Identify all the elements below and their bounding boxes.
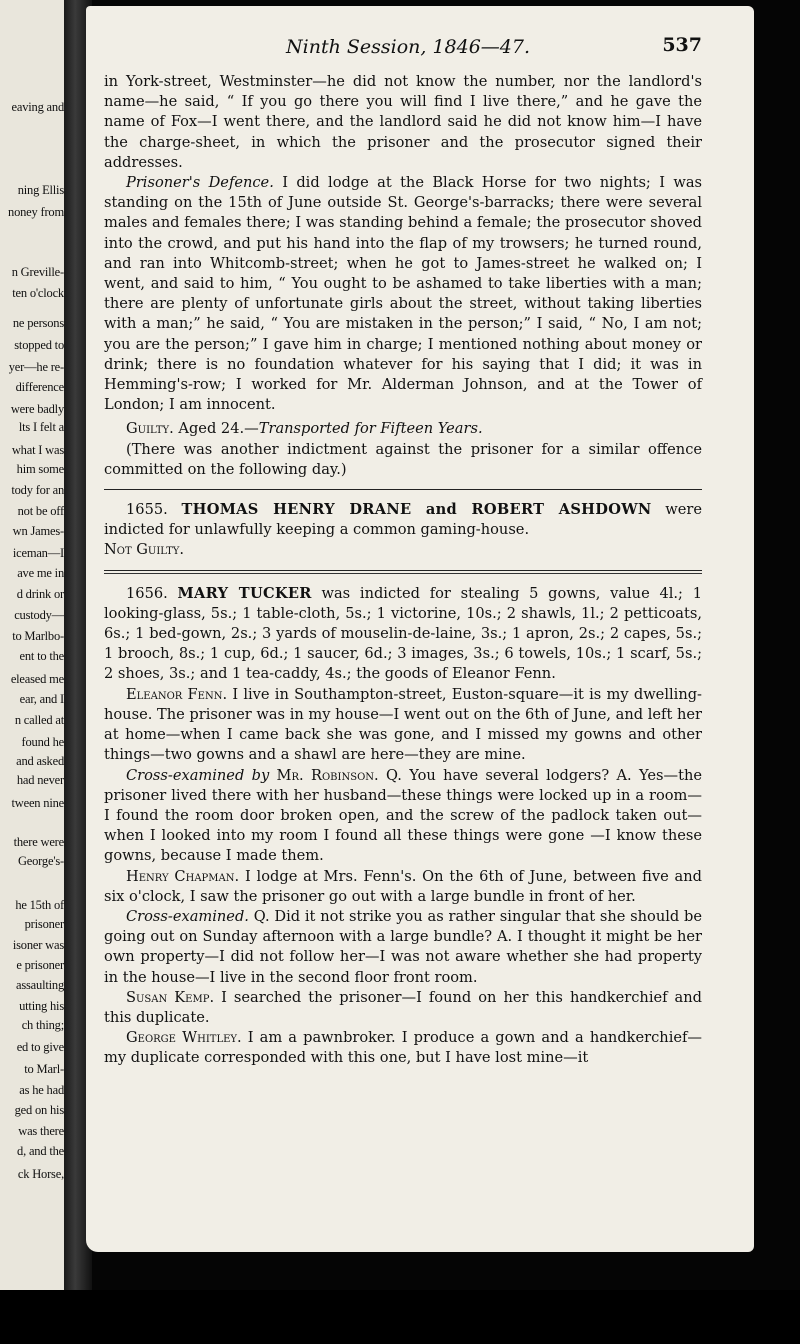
case-number: 1656. bbox=[126, 584, 168, 602]
defendant-name: MARY TUCKER bbox=[177, 584, 312, 602]
left-page-line: ave me in bbox=[17, 566, 64, 580]
left-page-line: there were bbox=[13, 835, 64, 849]
left-page-line: stopped to bbox=[14, 338, 64, 352]
case-verdict: Not Guilty. bbox=[104, 541, 185, 559]
witness-text: I searched the prisoner—I found on her this handkerchief and this duplicate. bbox=[104, 988, 702, 1026]
cross-text: Q. Did it not strike you as rather singular that she should be going out on Sunday afternoon with a large bundle? A. I thought it might be her own property—I did not follow her—I was not aware whether she had property in the house—I live in the second floor front room. bbox=[104, 907, 702, 986]
left-page-line: tween nine bbox=[11, 796, 64, 810]
cross-examination bbox=[104, 766, 702, 867]
left-page-line: iceman—I bbox=[12, 546, 64, 560]
witness-susan-kemp bbox=[104, 988, 702, 1028]
left-page-line: had never bbox=[16, 773, 64, 787]
witness-text: I am a pawnbroker. I produce a gown and a handkerchief—my duplicate corresponded with this one, but I have lost mine—it bbox=[104, 1029, 702, 1067]
left-page-line: utting his bbox=[19, 999, 64, 1013]
scan-background bbox=[0, 1290, 800, 1344]
left-page-line: to Marlbo- bbox=[12, 629, 64, 643]
cross-label: Cross-examined. bbox=[126, 907, 249, 925]
left-page-line: prisoner bbox=[24, 917, 64, 931]
section-divider bbox=[104, 489, 702, 490]
case-number: 1655. bbox=[126, 501, 168, 519]
verdict-label: Guilty. bbox=[126, 420, 174, 438]
left-page-line: n Greville- bbox=[11, 265, 64, 279]
witness-name: Eleanor Fenn. bbox=[126, 685, 228, 703]
case-text: were indicted for unlawfully keeping a common gaming-house. bbox=[104, 501, 702, 539]
section-divider bbox=[104, 573, 702, 574]
left-facing-page bbox=[0, 0, 72, 1290]
page-number: 537 bbox=[662, 34, 702, 56]
left-page-line: he 15th of bbox=[15, 898, 64, 912]
case-1656 bbox=[104, 584, 702, 685]
section-divider bbox=[104, 570, 702, 571]
left-page-line: to Marl- bbox=[24, 1062, 64, 1076]
cross-text: Q. You have several lodgers? A. Yes—the prisoner lived there with her husband—these things were locked up in a room—I found the room door broken open, and the screw of the padlock taken out—when I looked into my room I found all these things were gone —I know these gowns, because I made them. bbox=[104, 766, 702, 865]
left-page-line: yer—he re- bbox=[8, 360, 64, 374]
left-page-line: George's- bbox=[17, 854, 64, 868]
left-page-line: ne persons bbox=[12, 316, 64, 330]
indictment-note: (There was another indictment against the prisoner for a similar offence committed on the following day.) bbox=[104, 440, 702, 478]
witness-name: Henry Chapman. bbox=[126, 867, 240, 885]
sentence: Transported for Fifteen Years. bbox=[258, 420, 483, 438]
left-page-line: and asked bbox=[16, 754, 64, 768]
prisoner-defence bbox=[104, 173, 702, 415]
left-page-line: wn James- bbox=[12, 524, 64, 538]
left-page-line: d, and the bbox=[17, 1144, 64, 1158]
left-page-line: ten o'clock bbox=[12, 286, 64, 300]
counsel-name: Mr. Robinson. bbox=[269, 766, 379, 784]
left-page-line: him some bbox=[16, 462, 64, 476]
left-page-line: eaving and bbox=[11, 100, 64, 114]
running-title: Ninth Session, 1846—47. bbox=[286, 36, 531, 58]
witness-text: I live in Southampton-street, Euston-square—it is my dwelling-house. The prisoner was in my house—I went out on the 6th of June, and left her at home—when I came back she was gone, and I missed my gowns and other things—two gowns and a shawl are here—they are mine. bbox=[104, 685, 702, 764]
indictment-text: was indicted for stealing 5 gowns, value 4l.; 1 looking-glass, 5s.; 1 table-cloth, 5s.; 1 victorine, 10s.; 2 shawls, 1l.; 2 petticoats, 6s.; 1 bed-gown, 2s.; 3 yards of mouselin-de-laine, 3s.; 1 apron, 2s.; 2 capes, 5s.; 1 brooch, 8s.; 1 cup, 6d.; 1 saucer, 6d.; 3 images, 3s.; 6 towels, 10s.; 1 scarf, 5s.; 2 shoes, 3s.; and 1 tea-caddy, 4s.; the goods of Eleanor Fenn. bbox=[104, 584, 702, 683]
defence-text: I did lodge at the Black Horse for two nights; I was standing on the 15th of June outside St. George's-barracks; there were several males and females there; I was standing behind a female; the prosecutor shoved into the crowd, and put his hand into the flap of my trowsers; he turned round, and ran into Whitcomb-street; when he got to James-street he walked on; I went, and said to him, “ You ought to be ashamed to take liberties with a man; there are plenty of unfortunate girls about the street, without taking liberties with a man;” he said, “ You are mistaken in the person;” I said, “ No, I am not; you are the person;” I gave him in charge; I mentioned nothing about money or drink; there is no foundation whatever for his saying that I did; it was in Hemming's-row; I worked for Mr. Alderman Johnson, and at the Tower of London; I am innocent. bbox=[104, 174, 703, 414]
defendant-names: THOMAS HENRY DRANE and ROBERT ASHDOWN bbox=[181, 501, 652, 519]
left-page-line: ear, and I bbox=[19, 692, 64, 706]
left-page-line: what I was bbox=[11, 443, 64, 457]
verdict-line bbox=[104, 419, 702, 439]
left-page-line: ent to the bbox=[19, 649, 64, 663]
left-page-line: d drink or bbox=[16, 587, 64, 601]
right-page bbox=[86, 6, 754, 1252]
witness-george-whitley bbox=[104, 1028, 702, 1068]
left-page-line: lts I felt a bbox=[18, 420, 64, 434]
cross-examination bbox=[104, 907, 702, 988]
left-page-line: noney from bbox=[8, 205, 64, 219]
left-page-line: n called at bbox=[14, 713, 64, 727]
left-page-line: custody— bbox=[14, 608, 64, 622]
left-page-line: as he had bbox=[19, 1083, 64, 1097]
left-page-line: were badly bbox=[10, 402, 64, 416]
left-page-line: ged on his bbox=[14, 1103, 64, 1117]
verdict-age: Aged 24.— bbox=[173, 420, 259, 438]
left-page-line: found he bbox=[21, 735, 64, 749]
testimony-paragraph: in York-street, Westminster—he did not know the number, nor the landlord's name—he said, “ If you go there you will find I live there,” and he gave the name of Fox—I went there, and the landlord said he did not know him—I have the charge-sheet, in which the prisoner and the prosecutor signed their addresses. bbox=[104, 73, 702, 171]
left-page-line: e prisoner bbox=[16, 958, 64, 972]
left-page-line: isoner was bbox=[12, 938, 64, 952]
left-page-line: tody for an bbox=[11, 483, 64, 497]
witness-eleanor-fenn bbox=[104, 685, 702, 766]
witness-henry-chapman bbox=[104, 867, 702, 907]
case-1655 bbox=[104, 500, 702, 540]
witness-name: George Whitley. bbox=[126, 1029, 242, 1047]
cross-label: Cross-examined by bbox=[126, 766, 270, 784]
left-page-line: ck Horse, bbox=[17, 1167, 64, 1181]
witness-text: I lodge at Mrs. Fenn's. On the 6th of June, between five and six o'clock, I saw the prisoner go out with a large bundle in front of her. bbox=[104, 867, 702, 905]
page-body bbox=[104, 72, 702, 1069]
left-page-line: eleased me bbox=[10, 672, 64, 686]
left-page-line: was there bbox=[18, 1124, 64, 1138]
left-page-line: ning Ellis bbox=[17, 183, 64, 197]
left-page-line: ed to give bbox=[16, 1040, 64, 1054]
left-page-line: ch thing; bbox=[21, 1018, 64, 1032]
page-header bbox=[86, 36, 754, 60]
left-page-line: difference bbox=[15, 380, 64, 394]
witness-name: Susan Kemp. bbox=[126, 988, 215, 1006]
defence-label: Prisoner's Defence. bbox=[126, 174, 274, 192]
left-page-line: not be off bbox=[17, 504, 64, 518]
left-page-line: assaulting bbox=[16, 978, 64, 992]
